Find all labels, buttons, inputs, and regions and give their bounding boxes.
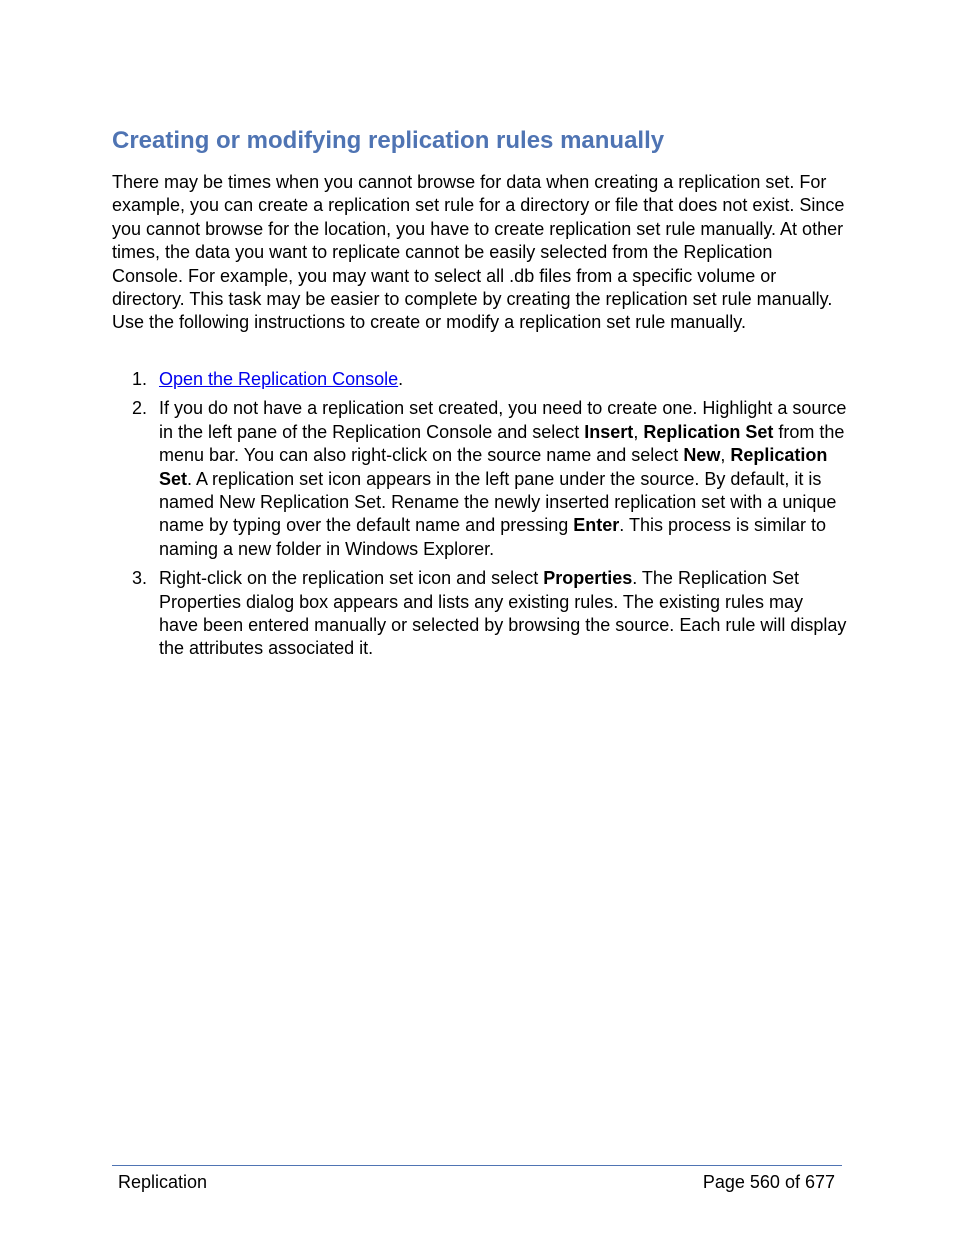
footer-page-number: Page 560 of 677 (702, 1172, 835, 1192)
step-text: . A replication set icon appears in the left pane under the source. By default, it is named New Replication Set. Rename the newly inserted replication set with a unique name by typing over the default name and pressing (159, 468, 837, 536)
step-text: . This process is similar to naming a new folder in Windows Explorer. (159, 515, 826, 559)
ui-term-bold: Replication Set (643, 421, 774, 442)
page-heading: Creating or modifying replication rules manually (112, 127, 665, 154)
instruction-steps (112, 368, 847, 667)
footer-divider (112, 1165, 842, 1166)
step-item (112, 368, 847, 391)
ui-term-bold: Enter (573, 515, 620, 536)
step-item (112, 567, 847, 661)
step-text: , (633, 421, 644, 442)
ui-term-bold: Insert (584, 421, 634, 442)
step-text: If you do not have a replication set created, you need to create one. Highlight a source in the left pane of the Replication Console and select (159, 398, 847, 442)
step-text: , (720, 445, 731, 466)
step-text: Right-click on the replication set icon and select (159, 568, 544, 589)
step-text: . The Replication Set Properties dialog box appears and lists any existing rules. The existing rules may have been entered manually or selected by browsing the source. Each rule will display the attributes associated it. (159, 568, 847, 659)
ui-term-bold: New (683, 445, 721, 466)
step-number: 3. (132, 568, 148, 589)
intro-paragraph: There may be times when you cannot browse for data when creating a replication set. For example, you can create a replication set rule for a directory or file that does not exist. Since you cannot browse for the location, you have to create replication set rule manually. At other times, the data you want to replicate cannot be easily selected from the Replication Console. For example, you may want to select all .db files from a specific volume or directory. This task may be easier to complete by creating the replication set rule manually. Use the following instructions to create or modify a replication set rule manually. (112, 172, 845, 333)
step-text: . (398, 369, 404, 389)
ui-term-bold: Properties (543, 568, 633, 589)
step-text: from the menu bar. You can also right-click on the source name and select (159, 421, 845, 466)
step-item (112, 397, 847, 561)
step-number: 2. (132, 398, 148, 419)
open-replication-console-link[interactable]: Open the Replication Console (159, 369, 399, 389)
footer-section-title: Replication (118, 1172, 208, 1192)
step-number: 1. (132, 369, 148, 389)
ui-term-bold: Replication Set (159, 445, 828, 489)
